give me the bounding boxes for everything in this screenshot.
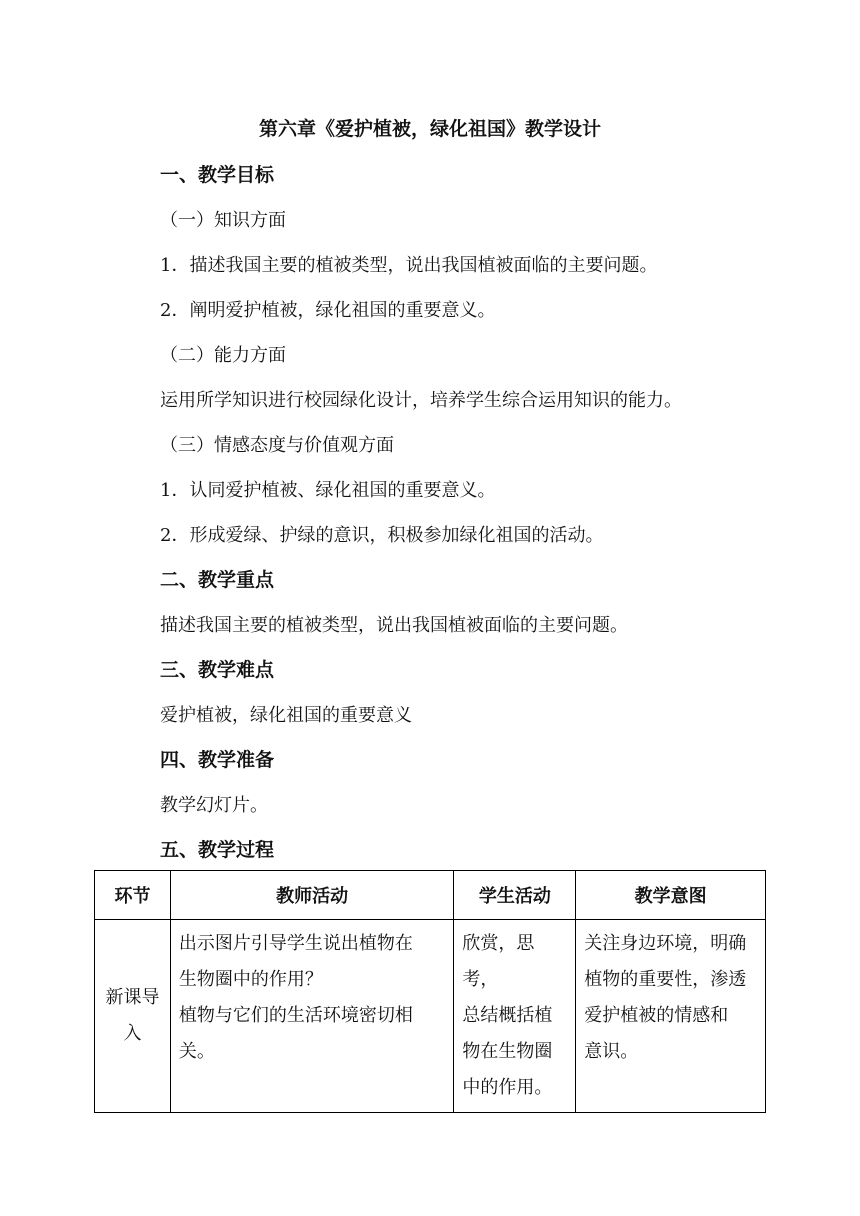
cell-student-activity xyxy=(454,920,576,1113)
header-student-activity: 学生活动 xyxy=(454,871,576,920)
subheading-ability: （二）能力方面 xyxy=(160,345,286,366)
cell-teaching-intent xyxy=(576,920,766,1113)
knowledge-item-1: 1．描述我国主要的植被类型，说出我国植被面临的主要问题。 xyxy=(160,255,658,276)
teaching-process-table xyxy=(94,870,766,1113)
knowledge-item-2: 2．阐明爱护植被，绿化祖国的重要意义。 xyxy=(160,300,496,321)
header-teacher-activity: 教师活动 xyxy=(170,871,454,920)
cell-teacher-line: 植物与它们的生活环境密切相 xyxy=(178,1005,413,1026)
document-title: 第六章《爱护植被，绿化祖国》教学设计 xyxy=(258,118,601,140)
cell-teacher-line: 关。 xyxy=(178,1041,215,1062)
ability-text: 运用所学知识进行校园绿化设计，培养学生综合运用知识的能力。 xyxy=(160,390,682,411)
header-teaching-intent: 教学意图 xyxy=(576,871,766,920)
cell-student-line: 总结概括植 xyxy=(462,1005,553,1026)
preparation-text: 教学幻灯片。 xyxy=(160,795,268,816)
heading-preparation: 四、教学准备 xyxy=(160,749,275,771)
cell-student-line: 中的作用。 xyxy=(462,1077,553,1098)
heading-difficulties: 三、教学难点 xyxy=(160,659,275,681)
cell-teacher-line: 生物圈中的作用？ xyxy=(178,969,323,990)
attitude-item-1: 1．认同爱护植被、绿化祖国的重要意义。 xyxy=(160,480,496,501)
cell-stage xyxy=(95,920,171,1113)
cell-stage-line: 新课导 xyxy=(105,987,160,1008)
cell-student-line: 欣赏，思考， xyxy=(462,933,535,990)
cell-intent-line: 植物的重要性，渗透 xyxy=(584,969,747,990)
header-stage: 环节 xyxy=(95,871,171,920)
heading-key-points: 二、教学重点 xyxy=(160,569,275,591)
table-row xyxy=(95,920,766,1113)
attitude-item-2: 2．形成爱绿、护绿的意识，积极参加绿化祖国的活动。 xyxy=(160,525,604,546)
heading-process: 五、教学过程 xyxy=(160,839,275,861)
subheading-attitude: （三）情感态度与价值观方面 xyxy=(160,435,394,456)
cell-intent-line: 关注身边环境，明确 xyxy=(584,933,747,954)
difficulties-text: 爱护植被，绿化祖国的重要意义 xyxy=(160,705,412,726)
subheading-knowledge: （一）知识方面 xyxy=(160,210,286,231)
cell-stage-line: 入 xyxy=(123,1023,142,1044)
key-points-text: 描述我国主要的植被类型，说出我国植被面临的主要问题。 xyxy=(160,615,628,636)
table-header-row xyxy=(95,871,766,920)
cell-intent-line: 爱护植被的情感和 xyxy=(584,1005,729,1026)
cell-intent-line: 意识。 xyxy=(584,1041,639,1062)
cell-teacher-activity xyxy=(170,920,454,1113)
cell-student-line: 物在生物圈 xyxy=(462,1041,553,1062)
heading-teaching-goals: 一、教学目标 xyxy=(160,164,275,186)
cell-teacher-line: 出示图片引导学生说出植物在 xyxy=(178,933,413,954)
